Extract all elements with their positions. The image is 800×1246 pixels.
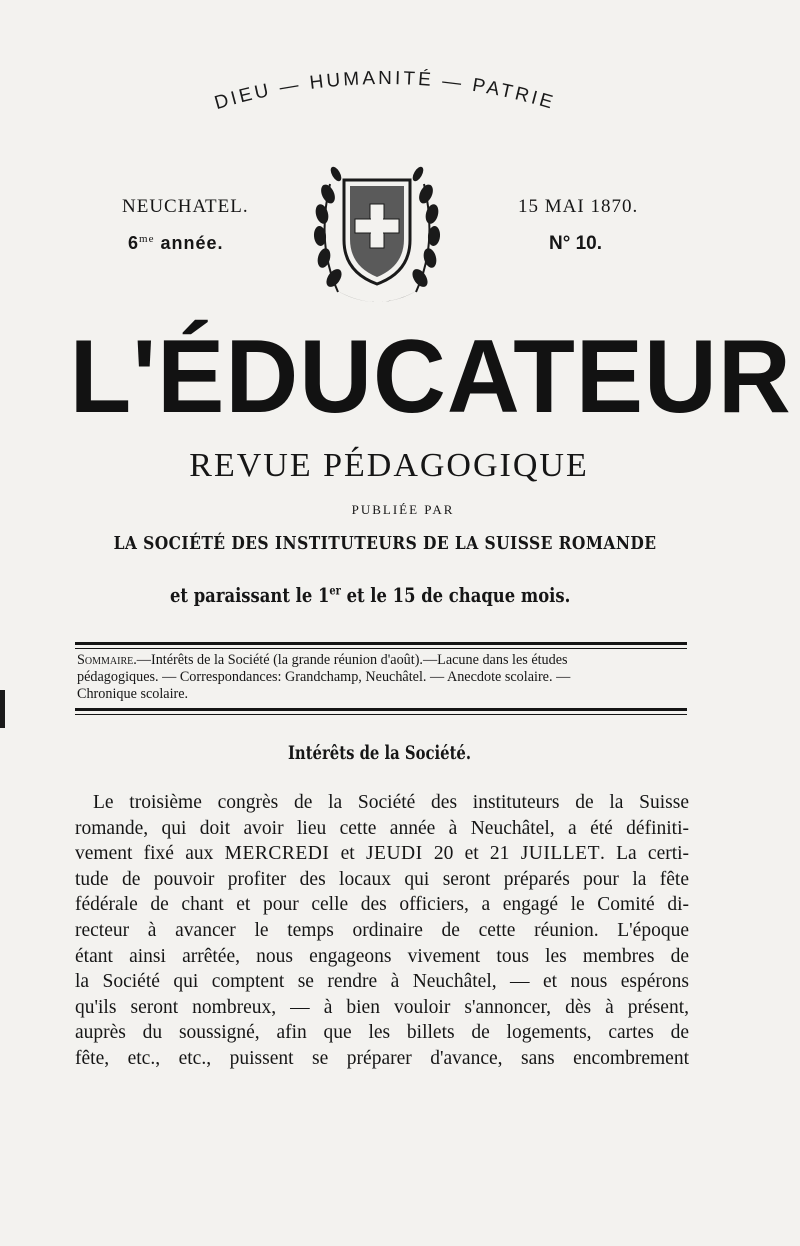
summary-line (77, 652, 689, 669)
summary-text: —Intérêts de la Société (la grande réunion d'août).—Lacune dans les études (136, 652, 568, 668)
year-number: 6 (128, 233, 140, 253)
article-body (75, 790, 689, 1072)
divider-rule (75, 714, 687, 715)
scan-artifact (0, 690, 5, 728)
article-smallcaps: MERCREDI (224, 843, 330, 865)
table-of-contents (77, 652, 689, 703)
article-line: fédérale de chant et pour celle des officiers, a engagé le Comité di- (75, 894, 689, 916)
article-line: la Société qui comptent se rendre à Neuchâtel, — et nous espérons (75, 971, 689, 993)
article-line: romande, qui doit avoir lieu cette année à Neuchâtel, a été définiti- (75, 817, 689, 839)
article-smallcaps: JUILLET (520, 843, 600, 865)
swiss-cross-coat-of-arms-icon (308, 164, 446, 310)
summary-line: Chronique scolaire. (77, 686, 189, 702)
motto-text: DIEU — HUMANITÉ — PATRIE (212, 67, 558, 115)
year-superscript: me (139, 233, 155, 245)
volume-year (128, 233, 224, 254)
divider-rule (75, 642, 687, 645)
schedule-part-b: et le 15 de chaque mois. (340, 583, 571, 607)
article-line: qu'ils seront nombreux, — à bien vouloir s'annoncer, dès à présent, (75, 996, 689, 1018)
issue-number: N° 10. (549, 233, 603, 254)
year-word: année. (154, 233, 224, 253)
article-fragment: et (340, 843, 355, 865)
divider-rule (75, 648, 687, 649)
motto-arc (150, 40, 620, 150)
schedule-part-a: et paraissant le 1 (170, 583, 330, 607)
article-line: tude de pouvoir profiter des locaux qui seront préparés pour la fête (75, 868, 689, 890)
article-line: étant ainsi arrêtée, nous engageons vivement tous les membres de (75, 945, 689, 967)
issue-date: 15 MAI 1870. (518, 196, 639, 217)
article-line: recteur à avancer le temps ordinaire de cette réunion. L'époque (75, 919, 689, 941)
article-fragment: vement fixé aux (75, 843, 214, 865)
city: NEUCHATEL. (122, 196, 249, 217)
article-line: auprès du soussigné, afin que les billets de logements, cartes de (75, 1022, 689, 1044)
published-by: PUBLIÉE PAR (351, 502, 455, 517)
article-line: Le troisième congrès de la Société des instituteurs de la Suisse (93, 792, 689, 813)
masthead-title: L'ÉDUCATEUR (69, 319, 792, 435)
summary-line: pédagogiques. — Correspondances: Grandchamp, Neuchâtel. — Anecdote scolaire. — (77, 669, 571, 685)
society-name: LA SOCIÉTÉ DES INSTITUTEURS DE LA SUISSE ROMANDE (113, 533, 657, 554)
article-line (75, 841, 689, 867)
schedule-superscript: er (329, 583, 341, 598)
summary-label: Sommaire. (77, 652, 137, 668)
article-fragment: 20 et 21 (433, 843, 510, 865)
divider-rule (75, 708, 687, 711)
publication-schedule (170, 583, 570, 607)
motto (150, 40, 620, 150)
masthead-subtitle: REVUE PÉDAGOGIQUE (189, 447, 589, 484)
article-title: Intérêts de la Société. (288, 742, 472, 764)
article-line: fête, etc., etc., puissent se préparer d'avance, sans encombrement (75, 1047, 689, 1069)
article-smallcaps: JEUDI (365, 843, 423, 865)
article-fragment: . La certi- (600, 843, 690, 865)
